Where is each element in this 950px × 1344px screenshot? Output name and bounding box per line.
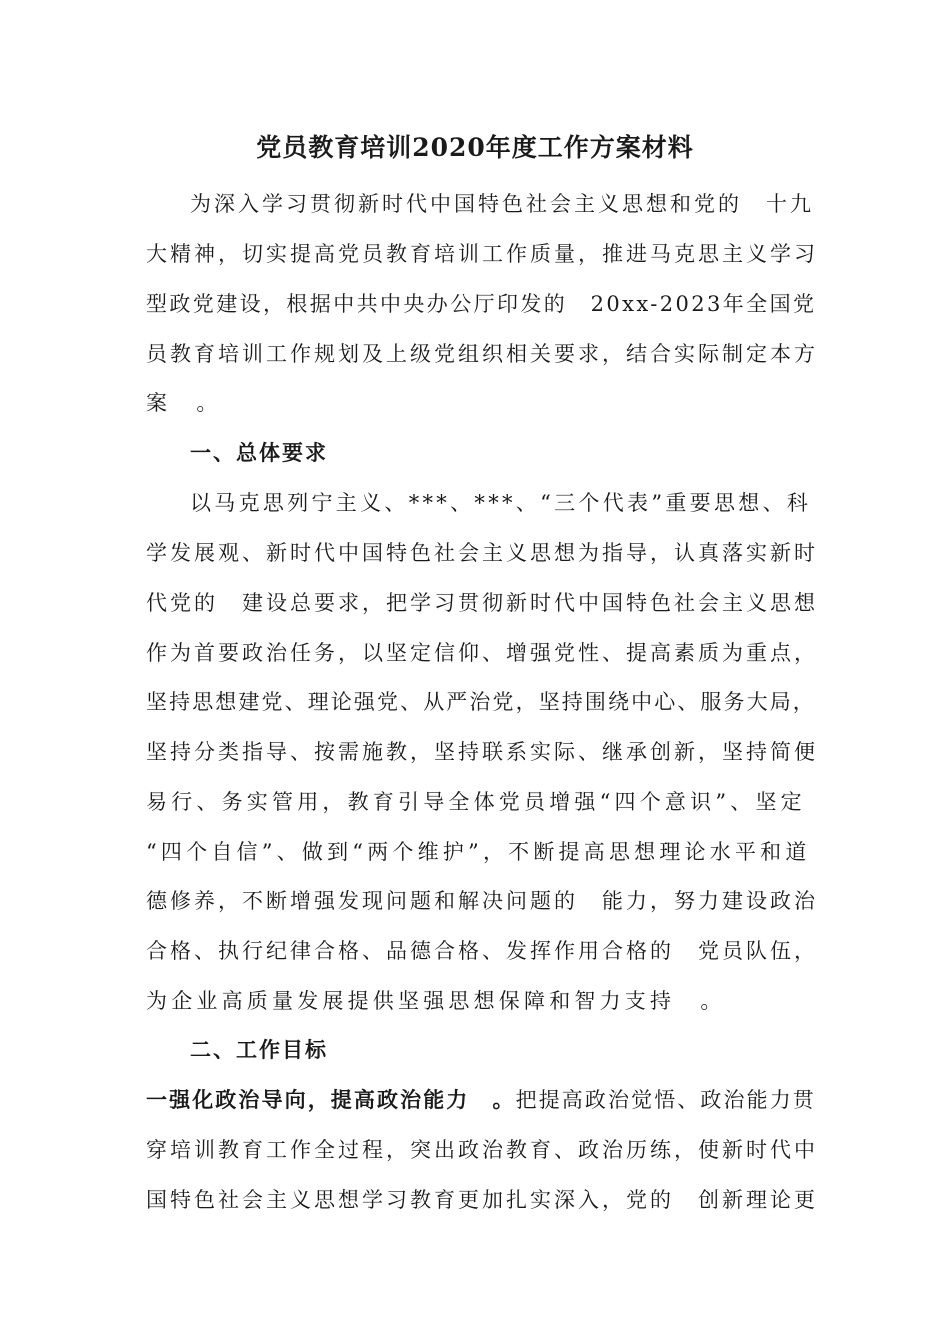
paragraph-line: 作为首要政治任务，以坚定信仰、增强党性、提高素质为重点， — [146, 641, 818, 665]
paragraph-line: 坚持思想建党、理论强党、从严治党，坚持围绕中心、服务大局， — [146, 690, 816, 714]
goal-lead-bold: 一强化政治导向，提高政治能力 。 — [146, 1087, 516, 1112]
paragraph-line: 穿培训教育工作全过程，突出政治教育、政治历练，使新时代中 — [146, 1138, 818, 1162]
document-title: 党员教育培训2020年度工作方案材料 — [256, 133, 694, 162]
paragraph-line: 大精神，切实提高党员教育培训工作质量，推进马克思主义学习 — [146, 242, 818, 266]
paragraph-line: 型政党建设，根据中共中央办公厅印发的 20xx-2023年全国党 — [146, 292, 817, 316]
paragraph-line: 坚持分类指导、按需施教，坚持联系实际、继承创新，坚持简便 — [146, 740, 818, 764]
paragraph-line: 合格、执行纪律合格、品德合格、发挥作用合格的 党员队伍， — [146, 939, 818, 963]
paragraph-line: 代党的 建设总要求，把学习贯彻新时代中国特色社会主义思想 — [146, 591, 818, 615]
paragraph-line — [146, 1082, 818, 1118]
goal-lead-text: 把提高政治觉悟、政治能力贯 — [515, 1088, 816, 1112]
paragraph-line: 员教育培训工作规划及上级党组织相关要求，结合实际制定本方 — [146, 342, 818, 366]
paragraph-line: “四个自信”、做到“两个维护”，不断提高思想理论水平和道 — [146, 840, 811, 864]
paragraph-line: 易行、务实管用，教育引导全体党员增强“四个意识”、坚定 — [146, 790, 806, 814]
paragraph-line: 案 。 — [146, 391, 222, 415]
section-heading-2: 二、工作目标 — [190, 1038, 328, 1062]
paragraph-line: 为企业高质量发展提供坚强思想保障和智力支持 。 — [146, 989, 726, 1013]
section-heading-1: 一、总体要求 — [190, 441, 328, 465]
paragraph-line: 国特色社会主义思想学习教育更加扎实深入，党的 创新理论更 — [146, 1188, 818, 1212]
paragraph-line: 为深入学习贯彻新时代中国特色社会主义思想和党的 十九 — [190, 192, 814, 216]
paragraph-line: 学发展观、新时代中国特色社会主义思想为指导，认真落实新时 — [146, 541, 818, 565]
paragraph-line: 以马克思列宁主义、***、***、“三个代表”重要思想、科 — [190, 491, 812, 515]
paragraph-line: 德修养，不断增强发现问题和解决问题的 能力，努力建设政治 — [146, 889, 818, 913]
